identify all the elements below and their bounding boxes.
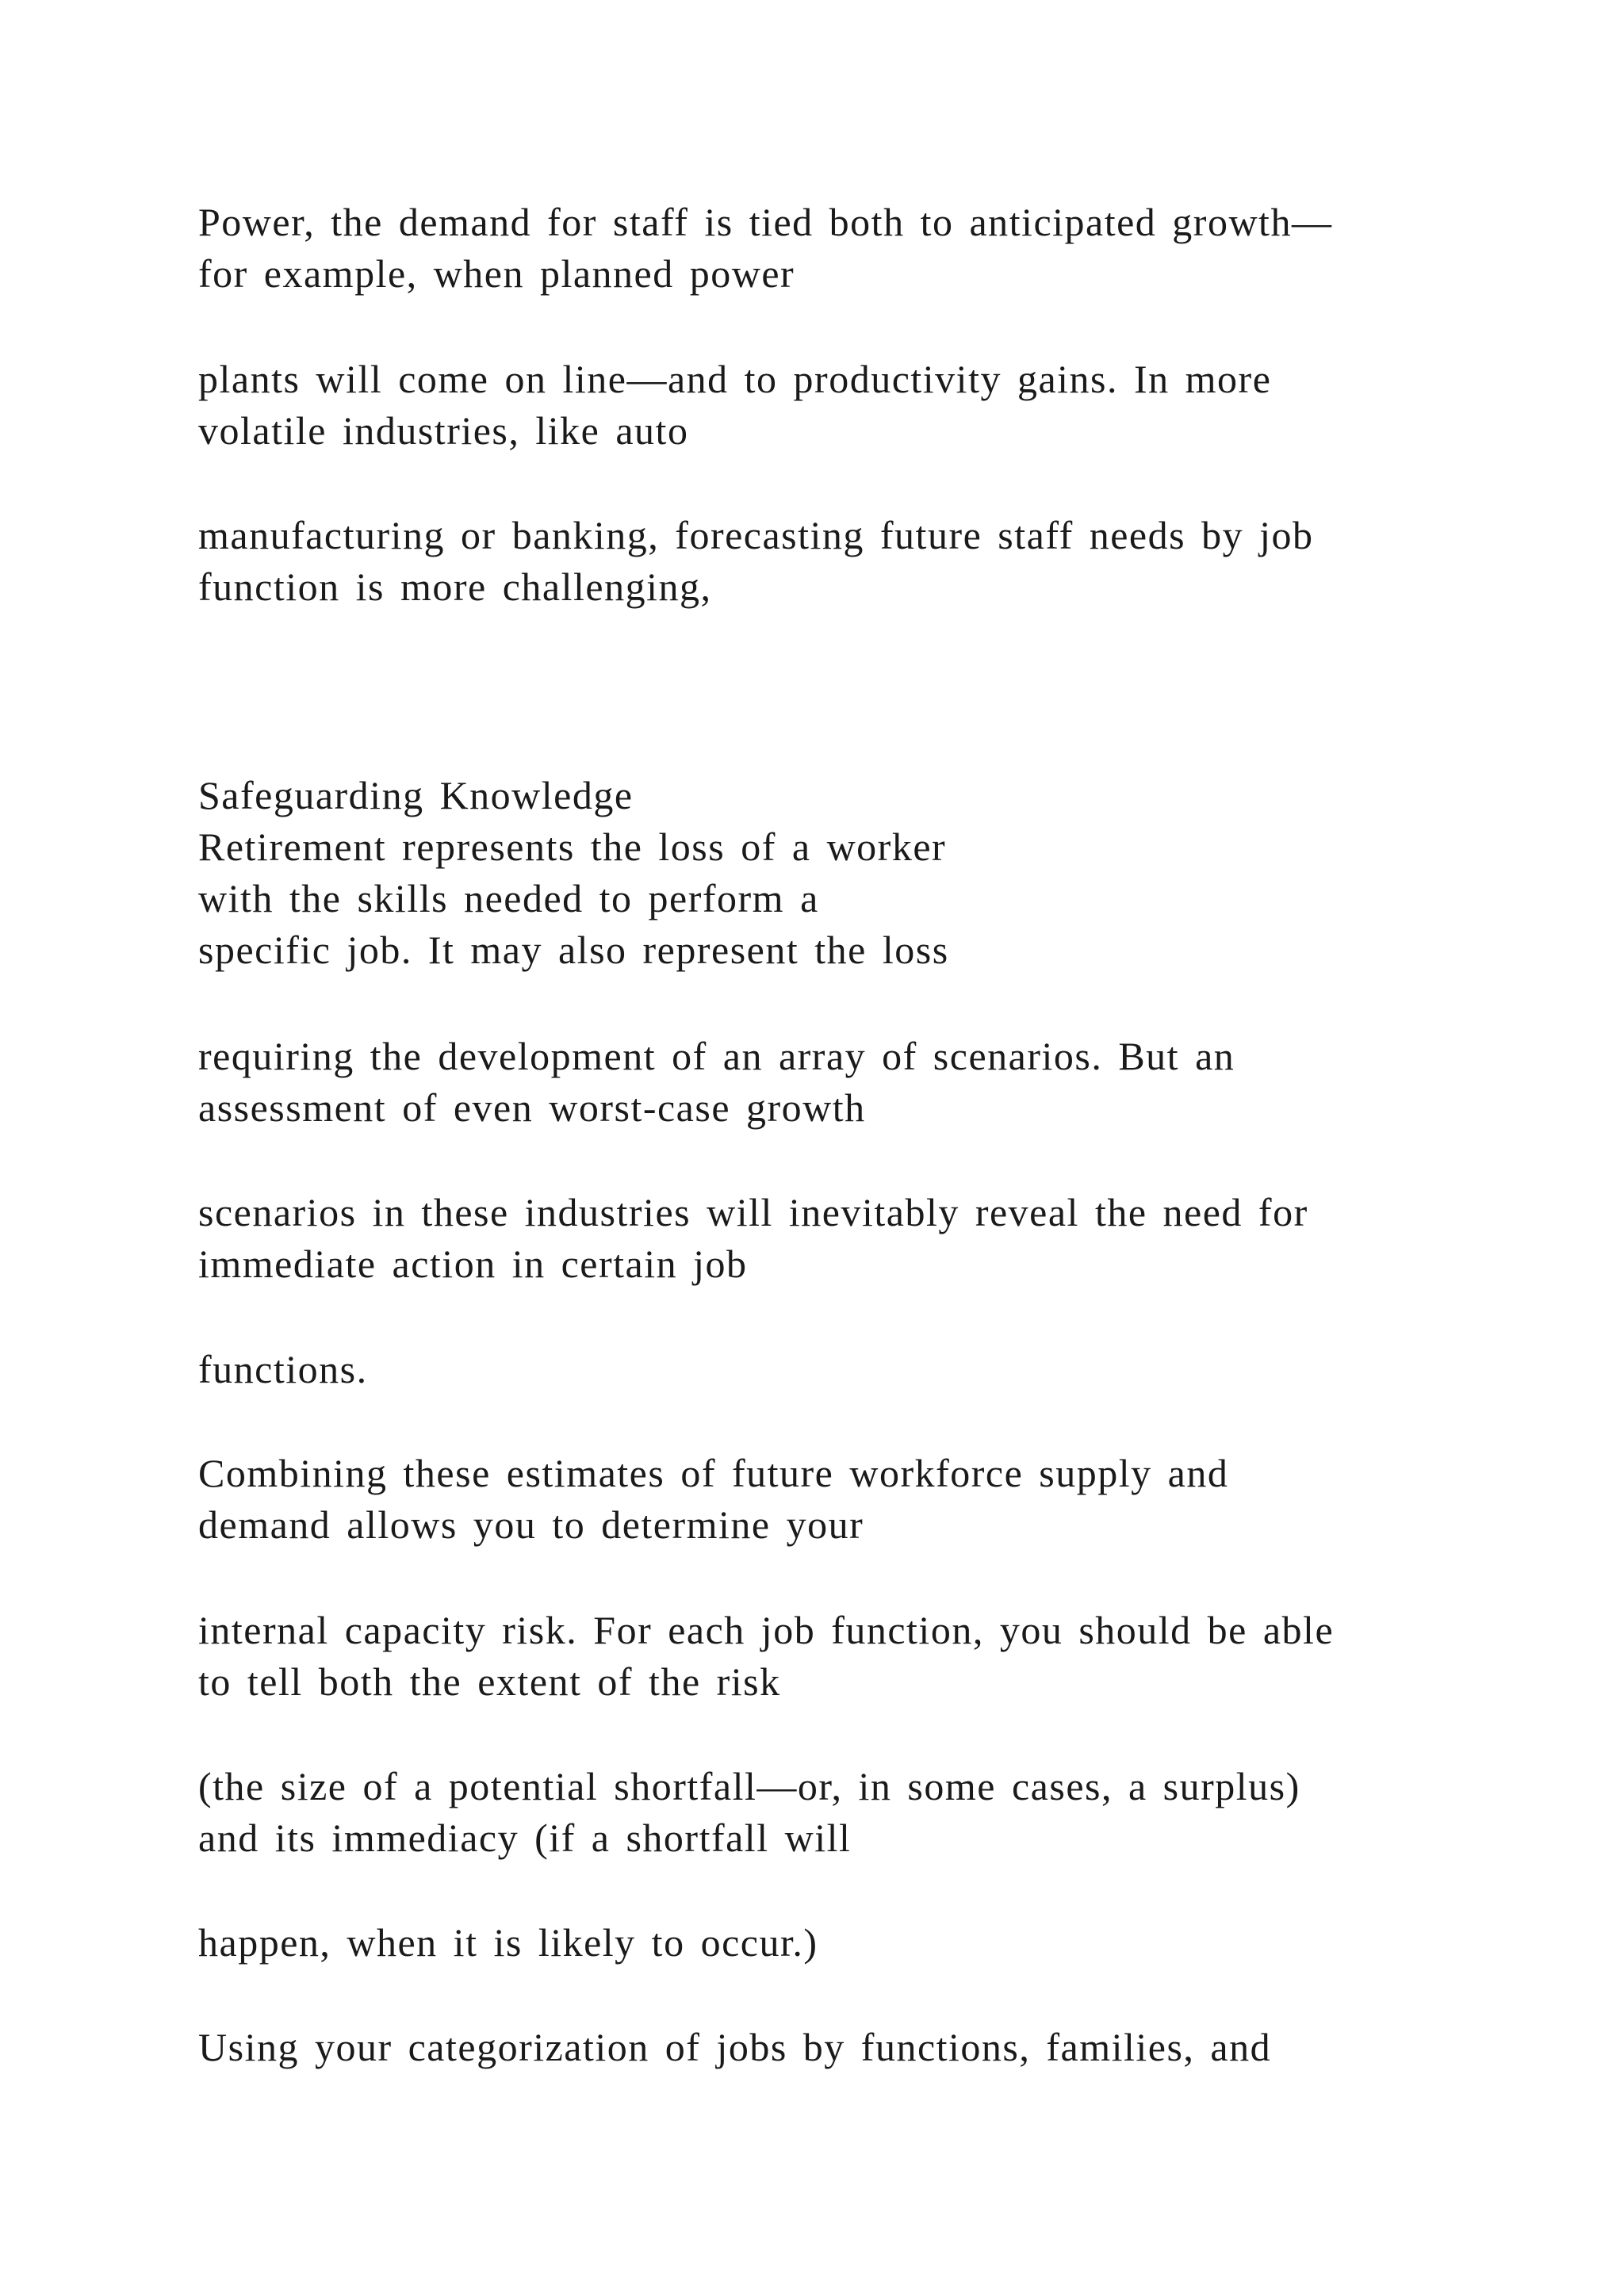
text-line: functions. xyxy=(198,1347,368,1391)
paragraph-shortfall-size xyxy=(198,1761,1507,1864)
text-line: Combining these estimates of future workforce supply and xyxy=(198,1451,1229,1495)
paragraph-likely-occur xyxy=(198,1917,1507,1969)
paragraph-combining-estimates xyxy=(198,1448,1507,1551)
paragraph-manufacturing xyxy=(198,510,1507,613)
paragraph-capacity-risk xyxy=(198,1605,1507,1708)
text-line: and its immediacy (if a shortfall will xyxy=(198,1816,852,1860)
paragraph-functions xyxy=(198,1344,1507,1395)
text-line: immediate action in certain job xyxy=(198,1242,748,1286)
text-line: function is more challenging, xyxy=(198,564,712,609)
text-line: assessment of even worst-case growth xyxy=(198,1085,866,1130)
text-line: scenarios in these industries will inevitably reveal the need for xyxy=(198,1190,1308,1234)
paragraph-power-demand xyxy=(198,197,1507,300)
text-line: requiring the development of an array of scenarios. But an xyxy=(198,1034,1235,1078)
paragraph-plants-online xyxy=(198,354,1507,457)
paragraph-worst-case xyxy=(198,1187,1507,1290)
sidebar-safeguarding-knowledge xyxy=(198,770,1507,976)
text-line: internal capacity risk. For each job function, you should be able xyxy=(198,1608,1335,1652)
paragraph-scenarios-array xyxy=(198,1031,1507,1134)
text-line: with the skills needed to perform a xyxy=(198,876,819,920)
text-line: happen, when it is likely to occur.) xyxy=(198,1920,818,1965)
text-line: volatile industries, like auto xyxy=(198,408,689,453)
paragraph-categorization xyxy=(198,2022,1507,2073)
text-line: specific job. It may also represent the loss xyxy=(198,928,949,972)
text-line: Retirement represents the loss of a worker xyxy=(198,825,947,869)
text-line: for example, when planned power xyxy=(198,251,795,296)
text-line: manufacturing or banking, forecasting future staff needs by job xyxy=(198,513,1314,557)
text-line: to tell both the extent of the risk xyxy=(198,1659,781,1704)
text-line: plants will come on line—and to productivity gains. In more xyxy=(198,357,1272,401)
text-line: (the size of a potential shortfall—or, in some cases, a surplus) xyxy=(198,1764,1300,1808)
text-line: Using your categorization of jobs by functions, families, and xyxy=(198,2025,1272,2069)
text-line: Power, the demand for staff is tied both to anticipated growth— xyxy=(198,200,1333,244)
text-line: demand allows you to determine your xyxy=(198,1502,864,1547)
sidebar-heading: Safeguarding Knowledge xyxy=(198,773,634,817)
